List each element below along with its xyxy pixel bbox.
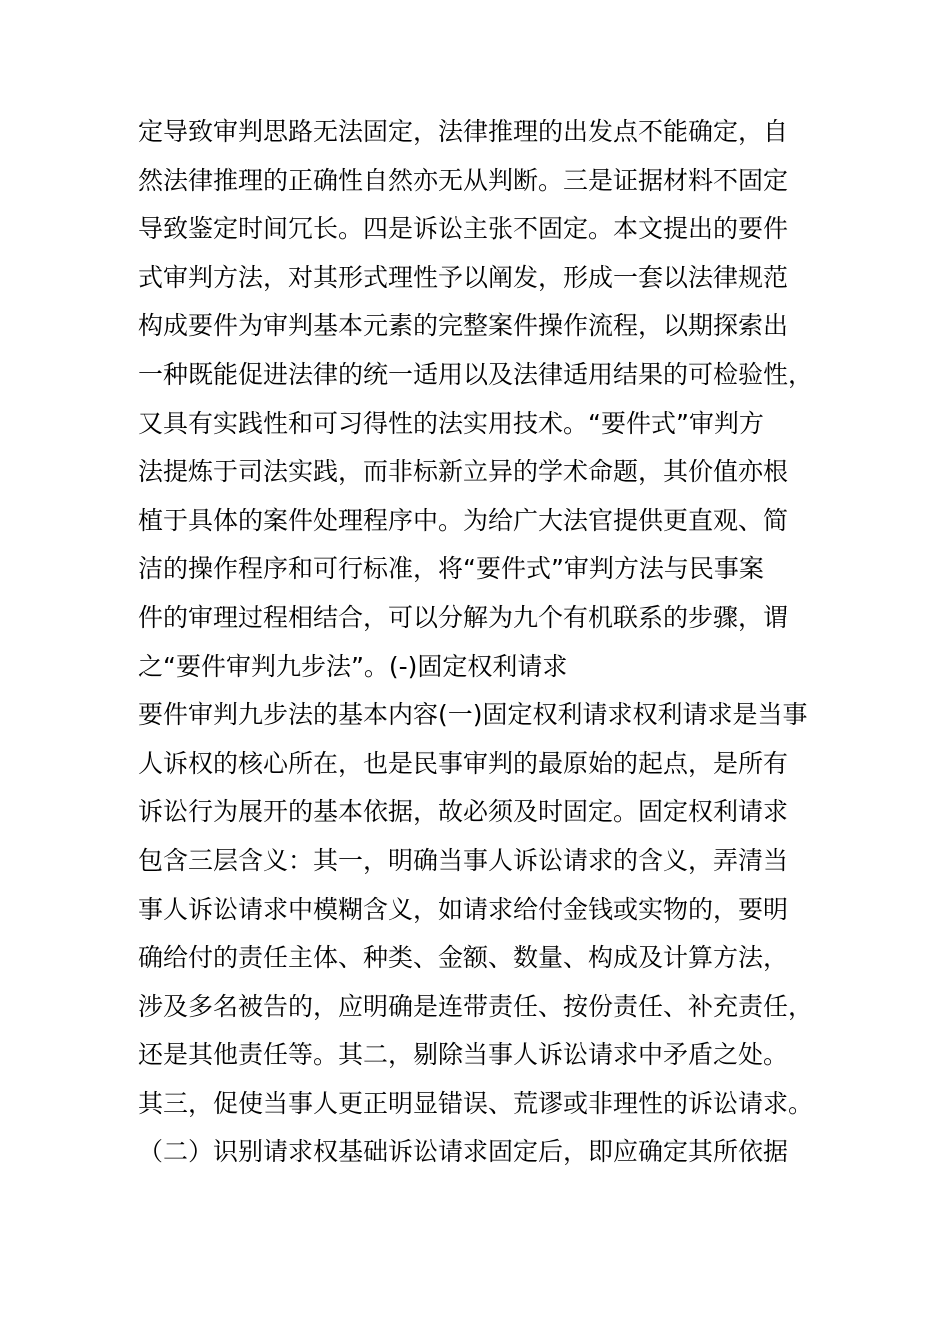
text-line: 一种既能促进法律的统一适用以及法律适用结果的可检验性， bbox=[138, 359, 814, 389]
text-line: 构成要件为审判基本元素的完整案件操作流程，以期探索出 bbox=[138, 311, 789, 341]
text-line: （二）识别请求权基础诉讼请求固定后，即应确定其所依据 bbox=[138, 1137, 789, 1167]
text-line: 法提炼于司法实践，而非标新立异的学术命题，其价值亦根 bbox=[138, 457, 789, 487]
text-line: 洁的操作程序和可行标准，将“要件式”审判方法与民事案 bbox=[138, 554, 764, 584]
text-line: 涉及多名被告的，应明确是连带责任、按份责任、补充责任， bbox=[138, 991, 814, 1021]
text-line: 包含三层含义：其一，明确当事人诉讼请求的含义，弄清当 bbox=[138, 845, 789, 875]
text-line: 导致鉴定时间冗长。四是诉讼主张不固定。本文提出的要件 bbox=[138, 214, 789, 244]
text-line: 之“要件审判九步法”。(-)固定权利请求 bbox=[138, 651, 568, 681]
text-line: 定导致审判思路无法固定，法律推理的出发点不能确定，自 bbox=[138, 117, 789, 146]
text-line: 诉讼行为展开的基本依据，故必须及时固定。固定权利请求 bbox=[138, 797, 789, 827]
text-line: 还是其他责任等。其二，剔除当事人诉讼请求中矛盾之处。 bbox=[138, 1040, 789, 1070]
text-line: 其三，促使当事人更正明显错误、荒谬或非理性的诉讼请求。 bbox=[138, 1088, 814, 1118]
text-line: 事人诉讼请求中模糊含义，如请求给付金钱或实物的，要明 bbox=[138, 894, 789, 924]
body-text bbox=[138, 108, 838, 1177]
text-line: 要件审判九步法的基本内容(一)固定权利请求权利请求是当事 bbox=[138, 700, 808, 730]
text-line: 然法律推理的正确性自然亦无从判断。三是证据材料不固定 bbox=[138, 165, 789, 195]
text-line: 确给付的责任主体、种类、金额、数量、构成及计算方法， bbox=[138, 943, 789, 973]
text-line: 植于具体的案件处理程序中。为给广大法官提供更直观、简 bbox=[138, 505, 789, 535]
text-line: 件的审理过程相结合，可以分解为九个有机联系的步骤，谓 bbox=[138, 602, 789, 632]
text-line: 人诉权的核心所在，也是民事审判的最原始的起点，是所有 bbox=[138, 748, 789, 778]
text-line: 又具有实践性和可习得性的法实用技术。“要件式”审判方 bbox=[138, 408, 764, 438]
text-line: 式审判方法，对其形式理性予以阐发，形成一套以法律规范 bbox=[138, 262, 789, 292]
